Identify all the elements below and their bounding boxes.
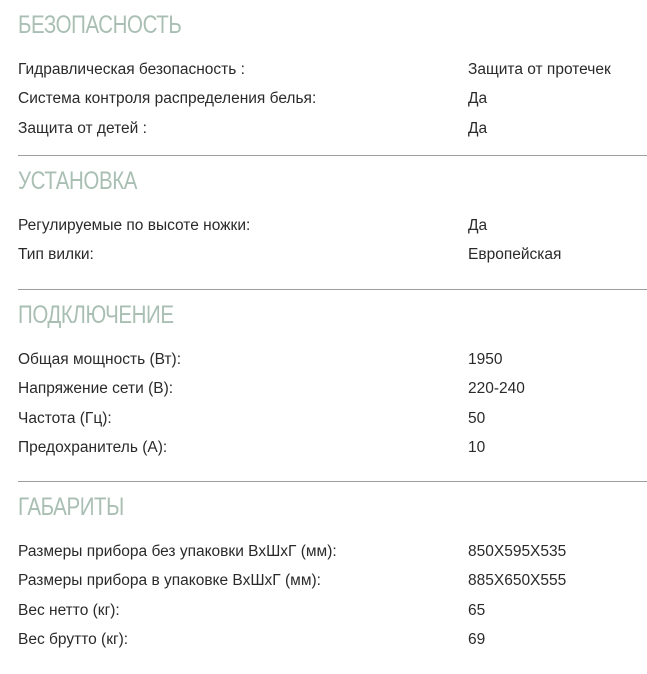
section-title-dimensions: ГАБАРИТЫ [18,493,124,521]
spec-row [18,374,647,403]
spec-row [18,566,647,595]
spec-value: 65 [468,601,486,619]
spec-value: Да [468,90,488,108]
spec-label: Частота (Гц): [18,409,112,427]
spec-value: Европейская [468,246,562,264]
spec-row [18,404,647,433]
spec-label: Вес нетто (кг): [18,601,120,619]
spec-row [18,114,647,143]
spec-label: Напряжение сети (В): [18,380,174,398]
section-title-connection: ПОДКЛЮЧЕНИЕ [18,301,174,329]
spec-row [18,625,647,654]
spec-value: 50 [468,409,486,427]
spec-label: Регулируемые по высоте ножки: [18,217,251,234]
spec-value: 69 [468,630,486,648]
spec-label: Система контроля распределения белья: [18,90,317,108]
spec-label: Вес брутто (кг): [18,630,129,648]
spec-row [18,345,647,374]
spec-sheet [18,0,647,654]
spec-label: Общая мощность (Вт): [18,351,181,368]
spec-row [18,211,647,240]
spec-value: 1950 [468,351,503,368]
spec-row [18,596,647,625]
section-safety [18,5,647,156]
spec-label: Тип вилки: [18,246,94,264]
spec-value: 850X595X535 [468,543,567,560]
section-connection [18,295,647,482]
section-title-safety: БЕЗОПАСНОСТЬ [18,11,182,39]
spec-value: 885X650X555 [468,572,567,590]
spec-value: 10 [468,438,486,456]
spec-label: Размеры прибора без упаковки ВхШхГ (мм): [18,543,337,560]
spec-value: Да [468,119,488,137]
section-installation [18,161,647,290]
spec-label: Предохранитель (А): [18,438,168,456]
spec-row [18,240,647,269]
spec-row [18,55,647,84]
spec-row [18,433,647,462]
section-title-installation: УСТАНОВКА [18,167,138,195]
spec-label: Размеры прибора в упаковке ВхШхГ (мм): [18,572,321,590]
section-dimensions [18,487,647,654]
spec-value: Защита от протечек [468,61,611,78]
spec-value: Да [468,217,488,234]
spec-row [18,537,647,566]
spec-row [18,84,647,113]
spec-value: 220-240 [468,380,525,398]
spec-label: Защита от детей : [18,119,147,137]
spec-label: Гидравлическая безопасность : [18,61,245,78]
